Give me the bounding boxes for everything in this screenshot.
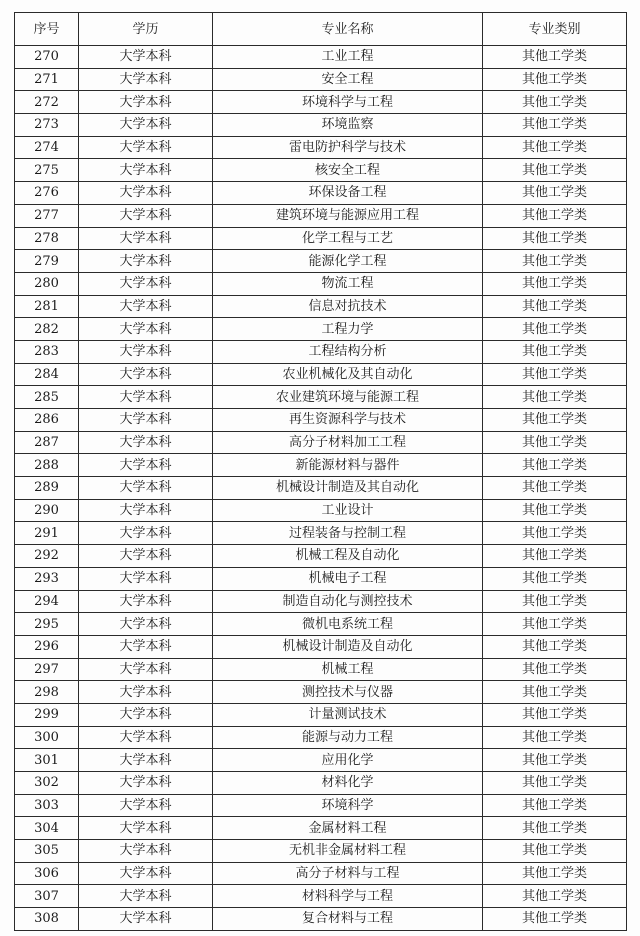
cell-education: 大学本科 <box>79 204 213 227</box>
cell-major-category: 其他工学类 <box>483 136 627 159</box>
table-row <box>15 363 627 386</box>
cell-major-category: 其他工学类 <box>483 182 627 205</box>
cell-education: 大学本科 <box>79 477 213 500</box>
cell-serial-number: 284 <box>15 363 79 386</box>
cell-education: 大学本科 <box>79 250 213 273</box>
table-row <box>15 386 627 409</box>
cell-major-category: 其他工学类 <box>483 703 627 726</box>
cell-major-name: 机械电子工程 <box>213 567 483 590</box>
cell-serial-number: 306 <box>15 862 79 885</box>
cell-major-category: 其他工学类 <box>483 340 627 363</box>
cell-serial-number: 272 <box>15 91 79 114</box>
cell-serial-number: 281 <box>15 295 79 318</box>
cell-major-category: 其他工学类 <box>483 635 627 658</box>
table-row <box>15 726 627 749</box>
cell-major-name: 核安全工程 <box>213 159 483 182</box>
table-row <box>15 409 627 432</box>
cell-major-category: 其他工学类 <box>483 46 627 69</box>
cell-major-category: 其他工学类 <box>483 613 627 636</box>
cell-serial-number: 298 <box>15 681 79 704</box>
cell-education: 大学本科 <box>79 340 213 363</box>
cell-major-category: 其他工学类 <box>483 363 627 386</box>
cell-major-category: 其他工学类 <box>483 91 627 114</box>
cell-major-name: 农业建筑环境与能源工程 <box>213 386 483 409</box>
cell-serial-number: 282 <box>15 318 79 341</box>
table-row <box>15 499 627 522</box>
table-row <box>15 567 627 590</box>
cell-major-name: 应用化学 <box>213 749 483 772</box>
cell-major-name: 能源与动力工程 <box>213 726 483 749</box>
cell-major-category: 其他工学类 <box>483 454 627 477</box>
cell-education: 大学本科 <box>79 182 213 205</box>
cell-major-category: 其他工学类 <box>483 227 627 250</box>
cell-major-name: 测控技术与仪器 <box>213 681 483 704</box>
cell-serial-number: 291 <box>15 522 79 545</box>
cell-education: 大学本科 <box>79 545 213 568</box>
cell-major-category: 其他工学类 <box>483 726 627 749</box>
cell-education: 大学本科 <box>79 658 213 681</box>
table-row <box>15 772 627 795</box>
table-row <box>15 545 627 568</box>
cell-education: 大学本科 <box>79 409 213 432</box>
cell-education: 大学本科 <box>79 908 213 931</box>
table-row <box>15 136 627 159</box>
table-row <box>15 272 627 295</box>
cell-education: 大学本科 <box>79 136 213 159</box>
table-row <box>15 703 627 726</box>
cell-education: 大学本科 <box>79 46 213 69</box>
table-row <box>15 681 627 704</box>
table-row <box>15 318 627 341</box>
cell-education: 大学本科 <box>79 703 213 726</box>
table-row <box>15 46 627 69</box>
cell-major-name: 工程力学 <box>213 318 483 341</box>
cell-serial-number: 304 <box>15 817 79 840</box>
cell-education: 大学本科 <box>79 91 213 114</box>
cell-major-name: 再生资源科学与技术 <box>213 409 483 432</box>
cell-major-name: 工业工程 <box>213 46 483 69</box>
cell-serial-number: 297 <box>15 658 79 681</box>
table-row <box>15 749 627 772</box>
cell-major-name: 工业设计 <box>213 499 483 522</box>
cell-major-category: 其他工学类 <box>483 204 627 227</box>
table-row <box>15 908 627 931</box>
cell-serial-number: 295 <box>15 613 79 636</box>
cell-serial-number: 277 <box>15 204 79 227</box>
cell-education: 大学本科 <box>79 363 213 386</box>
cell-education: 大学本科 <box>79 749 213 772</box>
cell-education: 大学本科 <box>79 772 213 795</box>
cell-education: 大学本科 <box>79 272 213 295</box>
cell-serial-number: 290 <box>15 499 79 522</box>
cell-serial-number: 278 <box>15 227 79 250</box>
cell-major-name: 物流工程 <box>213 272 483 295</box>
cell-major-category: 其他工学类 <box>483 295 627 318</box>
cell-serial-number: 270 <box>15 46 79 69</box>
cell-major-category: 其他工学类 <box>483 590 627 613</box>
cell-major-name: 环境科学与工程 <box>213 91 483 114</box>
cell-major-category: 其他工学类 <box>483 477 627 500</box>
cell-serial-number: 271 <box>15 68 79 91</box>
cell-education: 大学本科 <box>79 862 213 885</box>
header-major-name: 专业名称 <box>213 13 483 46</box>
cell-major-category: 其他工学类 <box>483 409 627 432</box>
table-row <box>15 227 627 250</box>
cell-serial-number: 302 <box>15 772 79 795</box>
cell-major-name: 金属材料工程 <box>213 817 483 840</box>
cell-education: 大学本科 <box>79 159 213 182</box>
cell-serial-number: 296 <box>15 635 79 658</box>
cell-major-category: 其他工学类 <box>483 114 627 137</box>
table-row <box>15 250 627 273</box>
cell-major-category: 其他工学类 <box>483 794 627 817</box>
header-education: 学历 <box>79 13 213 46</box>
cell-major-name: 材料化学 <box>213 772 483 795</box>
cell-education: 大学本科 <box>79 227 213 250</box>
cell-major-name: 过程装备与控制工程 <box>213 522 483 545</box>
cell-serial-number: 283 <box>15 340 79 363</box>
cell-education: 大学本科 <box>79 635 213 658</box>
cell-education: 大学本科 <box>79 567 213 590</box>
cell-serial-number: 293 <box>15 567 79 590</box>
table-header <box>15 13 627 46</box>
table-row <box>15 295 627 318</box>
cell-education: 大学本科 <box>79 840 213 863</box>
cell-serial-number: 303 <box>15 794 79 817</box>
cell-serial-number: 273 <box>15 114 79 137</box>
cell-education: 大学本科 <box>79 885 213 908</box>
cell-major-name: 安全工程 <box>213 68 483 91</box>
cell-major-name: 新能源材料与器件 <box>213 454 483 477</box>
cell-major-name: 化学工程与工艺 <box>213 227 483 250</box>
cell-education: 大学本科 <box>79 681 213 704</box>
cell-major-name: 机械工程 <box>213 658 483 681</box>
cell-major-category: 其他工学类 <box>483 272 627 295</box>
table-row <box>15 182 627 205</box>
cell-education: 大学本科 <box>79 454 213 477</box>
cell-major-category: 其他工学类 <box>483 68 627 91</box>
header-serial-number: 序号 <box>15 13 79 46</box>
cell-education: 大学本科 <box>79 613 213 636</box>
table-row <box>15 340 627 363</box>
cell-major-name: 雷电防护科学与技术 <box>213 136 483 159</box>
cell-major-category: 其他工学类 <box>483 159 627 182</box>
cell-major-category: 其他工学类 <box>483 885 627 908</box>
cell-serial-number: 279 <box>15 250 79 273</box>
cell-major-name: 建筑环境与能源应用工程 <box>213 204 483 227</box>
table-row <box>15 159 627 182</box>
table-row <box>15 635 627 658</box>
cell-major-category: 其他工学类 <box>483 545 627 568</box>
cell-serial-number: 286 <box>15 409 79 432</box>
cell-major-name: 机械设计制造及自动化 <box>213 635 483 658</box>
cell-education: 大学本科 <box>79 114 213 137</box>
cell-serial-number: 274 <box>15 136 79 159</box>
table-row <box>15 68 627 91</box>
cell-major-category: 其他工学类 <box>483 250 627 273</box>
cell-education: 大学本科 <box>79 726 213 749</box>
table-row <box>15 658 627 681</box>
table-row <box>15 454 627 477</box>
cell-major-category: 其他工学类 <box>483 522 627 545</box>
cell-education: 大学本科 <box>79 68 213 91</box>
cell-major-category: 其他工学类 <box>483 431 627 454</box>
cell-serial-number: 305 <box>15 840 79 863</box>
cell-major-category: 其他工学类 <box>483 499 627 522</box>
table-row <box>15 613 627 636</box>
cell-education: 大学本科 <box>79 386 213 409</box>
table-row <box>15 522 627 545</box>
table-row <box>15 840 627 863</box>
cell-major-name: 无机非金属材料工程 <box>213 840 483 863</box>
table-row <box>15 477 627 500</box>
table-row <box>15 590 627 613</box>
cell-major-name: 制造自动化与测控技术 <box>213 590 483 613</box>
cell-major-name: 高分子材料加工工程 <box>213 431 483 454</box>
cell-major-name: 高分子材料与工程 <box>213 862 483 885</box>
cell-education: 大学本科 <box>79 817 213 840</box>
cell-education: 大学本科 <box>79 295 213 318</box>
cell-major-category: 其他工学类 <box>483 749 627 772</box>
cell-serial-number: 288 <box>15 454 79 477</box>
cell-major-name: 农业机械化及其自动化 <box>213 363 483 386</box>
cell-major-category: 其他工学类 <box>483 772 627 795</box>
cell-major-category: 其他工学类 <box>483 817 627 840</box>
cell-serial-number: 299 <box>15 703 79 726</box>
cell-major-name: 微机电系统工程 <box>213 613 483 636</box>
cell-major-name: 环境科学 <box>213 794 483 817</box>
cell-major-category: 其他工学类 <box>483 386 627 409</box>
cell-education: 大学本科 <box>79 499 213 522</box>
cell-major-name: 复合材料与工程 <box>213 908 483 931</box>
cell-serial-number: 300 <box>15 726 79 749</box>
cell-serial-number: 276 <box>15 182 79 205</box>
cell-education: 大学本科 <box>79 522 213 545</box>
table-row <box>15 885 627 908</box>
cell-education: 大学本科 <box>79 431 213 454</box>
table-row <box>15 431 627 454</box>
cell-major-name: 机械设计制造及其自动化 <box>213 477 483 500</box>
cell-major-category: 其他工学类 <box>483 862 627 885</box>
table-row <box>15 794 627 817</box>
cell-serial-number: 285 <box>15 386 79 409</box>
major-table <box>14 12 627 931</box>
cell-serial-number: 287 <box>15 431 79 454</box>
cell-education: 大学本科 <box>79 590 213 613</box>
table-body <box>15 46 627 931</box>
cell-major-name: 计量测试技术 <box>213 703 483 726</box>
cell-serial-number: 280 <box>15 272 79 295</box>
cell-serial-number: 308 <box>15 908 79 931</box>
cell-major-name: 能源化学工程 <box>213 250 483 273</box>
cell-major-category: 其他工学类 <box>483 318 627 341</box>
header-row <box>15 13 627 46</box>
cell-serial-number: 292 <box>15 545 79 568</box>
cell-major-category: 其他工学类 <box>483 567 627 590</box>
cell-major-name: 信息对抗技术 <box>213 295 483 318</box>
cell-serial-number: 289 <box>15 477 79 500</box>
cell-major-category: 其他工学类 <box>483 681 627 704</box>
header-major-category: 专业类别 <box>483 13 627 46</box>
cell-major-name: 环境监察 <box>213 114 483 137</box>
cell-serial-number: 301 <box>15 749 79 772</box>
cell-major-name: 环保设备工程 <box>213 182 483 205</box>
table-row <box>15 862 627 885</box>
cell-major-name: 工程结构分析 <box>213 340 483 363</box>
cell-serial-number: 307 <box>15 885 79 908</box>
cell-major-category: 其他工学类 <box>483 658 627 681</box>
table-row <box>15 817 627 840</box>
cell-education: 大学本科 <box>79 794 213 817</box>
cell-major-category: 其他工学类 <box>483 908 627 931</box>
cell-serial-number: 294 <box>15 590 79 613</box>
table-row <box>15 114 627 137</box>
cell-major-name: 机械工程及自动化 <box>213 545 483 568</box>
table-row <box>15 91 627 114</box>
table-row <box>15 204 627 227</box>
cell-major-name: 材料科学与工程 <box>213 885 483 908</box>
cell-education: 大学本科 <box>79 318 213 341</box>
cell-major-category: 其他工学类 <box>483 840 627 863</box>
cell-serial-number: 275 <box>15 159 79 182</box>
